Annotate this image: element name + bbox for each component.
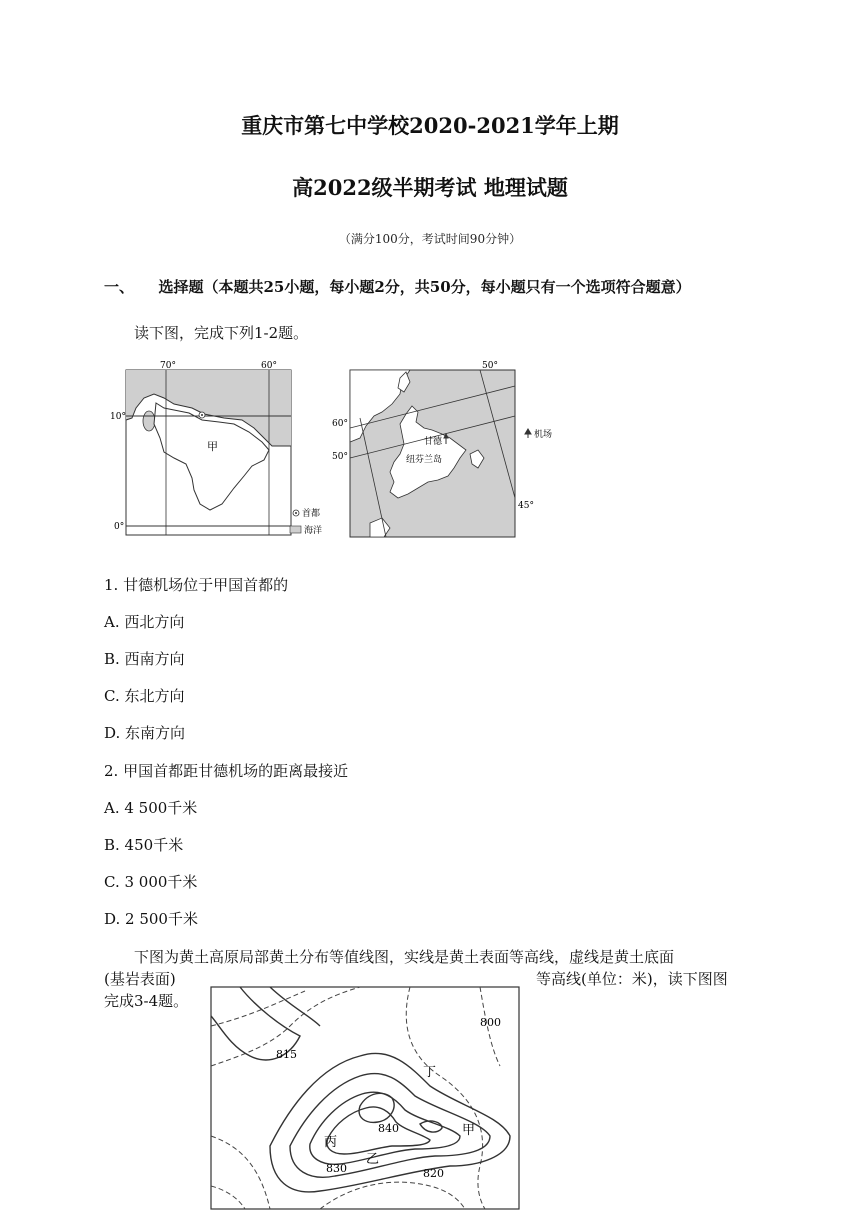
legend-ocean-icon (290, 526, 301, 533)
map-left-lon-70: 70° (160, 361, 176, 371)
contour-point-yi: 乙 (366, 1152, 380, 1167)
section-heading (104, 276, 691, 297)
page-subtitle: 高2022级半期考试 地理试题 (292, 175, 568, 200)
map-right-lon-50: 50° (482, 361, 498, 371)
intro-paragraph-1: 读下图，完成下列1-2题。 (134, 324, 309, 342)
intro-paragraph-2-line-2b: 等高线(单位：米)，读下图图 (536, 970, 728, 988)
contour-label-800: 800 (480, 1016, 501, 1029)
question-2-option-a: A. 4 500千米 (104, 799, 198, 817)
question-1-option-b: B. 西南方向 (104, 650, 185, 668)
map-left (104, 358, 334, 543)
legend-airport-label: 机场 (534, 430, 553, 440)
map-left-country-label: 甲 (207, 440, 218, 453)
map-right-lat-45: 45° (518, 501, 534, 511)
exam-note: （满分100分，考试时间90分钟） (338, 232, 522, 246)
map-left-lat-10: 10° (110, 412, 126, 422)
map-right-lat-60: 60° (332, 419, 348, 429)
map-left-lon-60: 60° (261, 361, 277, 371)
contour-label-840: 840 (378, 1122, 399, 1135)
page-title: 重庆市第七中学校2020-2021学年上期 (241, 113, 619, 138)
map-right-city-label: 甘德 (424, 437, 443, 447)
question-2-option-c: C. 3 000千米 (104, 873, 198, 891)
legend-airport-icon (525, 429, 531, 438)
map-left-lat-0: 0° (114, 522, 125, 532)
map-right-island-label: 纽芬兰岛 (406, 455, 443, 465)
section-number: 一、 (104, 278, 135, 296)
question-1-option-a: A. 西北方向 (104, 613, 185, 631)
question-1-option-d: D. 东南方向 (104, 724, 186, 742)
contour-point-jia: 甲 (462, 1123, 476, 1138)
intro-paragraph-2-line-2a: (基岩表面) (104, 970, 176, 988)
section-title: 选择题（本题共25小题，每小题2分，共50分，每小题只有一个选项符合题意） (158, 278, 691, 296)
map-right (330, 358, 570, 543)
contour-point-bing: 丙 (324, 1135, 338, 1150)
contour-label-820: 820 (423, 1167, 444, 1180)
contour-label-815: 815 (276, 1048, 297, 1061)
intro-paragraph-2-line-3: 完成3-4题。 (104, 992, 189, 1010)
question-2-stem: 2. 甲国首都距甘德机场的距离最接近 (104, 762, 349, 780)
contour-label-830: 830 (326, 1162, 347, 1175)
question-2-option-b: B. 450千米 (104, 836, 184, 854)
legend-capital-label: 首都 (302, 509, 321, 519)
legend-ocean-label: 海洋 (304, 526, 323, 536)
map-right-lat-50: 50° (332, 452, 348, 462)
contour-point-ding: 丁 (423, 1065, 437, 1080)
question-1-option-c: C. 东北方向 (104, 687, 185, 705)
question-2-option-d: D. 2 500千米 (104, 910, 198, 928)
contour-map (210, 986, 522, 1212)
intro-paragraph-2-line-1: 下图为黄土高原局部黄土分布等值线图，实线是黄土表面等高线，虚线是黄土底面 (134, 948, 675, 966)
question-1-stem: 1. 甘德机场位于甲国首都的 (104, 576, 289, 594)
